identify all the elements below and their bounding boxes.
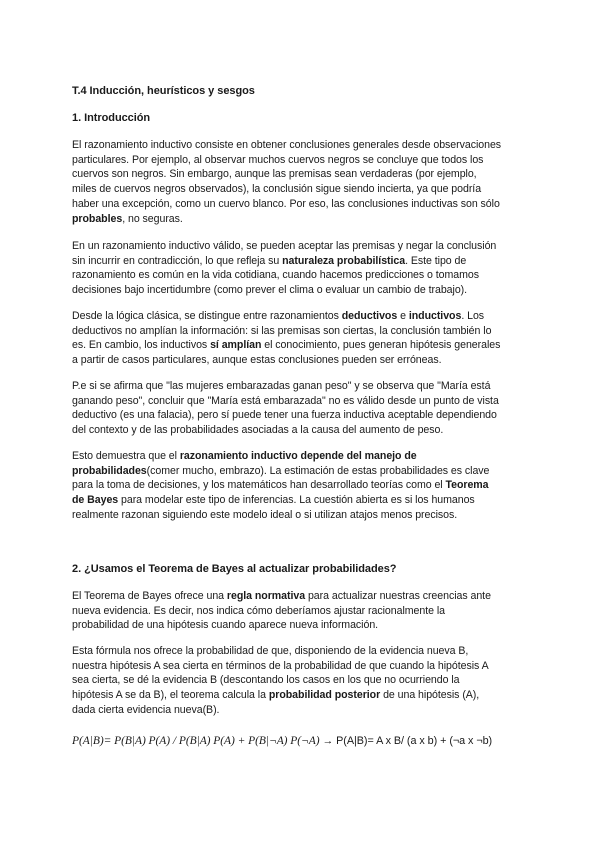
section-1-paragraph-5: Esto demuestra que el razonamiento inductivo depende del manejo de probabilidades(comer mucho, embrazo). La estimación de estas probabilidades es clave para la toma de decisiones, y los matemáticos han desarrollado teorías como el Teorema de Bayes para modelar este tipo de inferencias. La cuestión abierta es si los humanos realmente razonan siguiendo este modelo ideal o si utilizan atajos menos precisos. <box>72 450 490 521</box>
section-1-paragraph-4: P.e si se afirma que "las mujeres embarazadas ganan peso" y se observa que "María está ganando peso", concluir que "María está embarazada" no es válido desde un punto de vista deductivo (es una falacia), pero sí puede tener una fuerza inductiva aceptable dependiendo del contexto y de las probabilidades asociadas a la causa del aumento de peso. <box>72 380 499 437</box>
bayes-formula-plain: P(A|B)= A x B/ (a x b) + (¬a x ¬b) <box>336 735 493 747</box>
section-2-paragraph-1: El Teorema de Bayes ofrece una regla normativa para actualizar nuestras creencias ante nueva evidencia. Es decir, nos indica cómo deberíamos ajustar racionalmente la probabilidad de una hipótesis cuando aparece nueva información. <box>72 590 491 632</box>
bayes-formula-arrow: → <box>319 735 337 747</box>
section-1-paragraph-2: En un razonamiento inductivo válido, se pueden aceptar las premisas y negar la conclusión sin incurrir en contradicción, lo que refleja su naturaleza probabilística. Este tipo de razonamiento es común en la vida cotidiana, cuando hacemos predicciones o tomamos decisiones bajo incertidumbre (como prever el clima o evaluar un cambio de trabajo). <box>72 240 497 297</box>
section-1-heading: 1. Introducción <box>72 112 151 124</box>
bayes-formula <box>72 734 492 749</box>
section-1-paragraph-3: Desde la lógica clásica, se distingue entre razonamientos deductivos e inductivos. Los deductivos no amplían la información: si las premisas son ciertas, la conclusión también lo es. En cambio, los inductivos sí amplían el conocimiento, pues generan hipótesis generales a partir de casos particulares, aunque estas conclusiones pueden ser erróneas. <box>72 310 501 367</box>
section-2-heading: 2. ¿Usamos el Teorema de Bayes al actualizar probabilidades? <box>72 563 397 575</box>
section-2-paragraph-2: Esta fórmula nos ofrece la probabilidad de que, disponiendo de la evidencia nueva B, nuestra hipótesis A sea cierta en términos de la probabilidad de que cuando la hipótesis A sea cierta, se dé la evidencia B (descontando los casos en los que no ocurriendo la hipótesis A se da B), el teorema calcula la probabilidad posterior de una hipótesis (A), dada cierta evidencia nueva(B). <box>72 645 489 716</box>
bayes-formula-math: P(A|B)= P(B|A) P(A) / P(B|A) P(A) + P(B|¬A) P(¬A) <box>72 735 320 747</box>
section-1-paragraph-1: El razonamiento inductivo consiste en obtener conclusiones generales desde observaciones particulares. Por ejemplo, al observar muchos cuervos negros se concluye que todos los cuervos son negros. Sin embargo, aunque las premisas sean verdaderas (por ejemplo, miles de cuervos negros observados), la conclusión sigue siendo incierta, ya que podría haber una excepción, como un cuervo blanco. Por eso, las conclusiones inductivas son sólo probables, no seguras. <box>72 139 502 225</box>
document-title: T.4 Inducción, heurísticos y sesgos <box>72 85 255 97</box>
